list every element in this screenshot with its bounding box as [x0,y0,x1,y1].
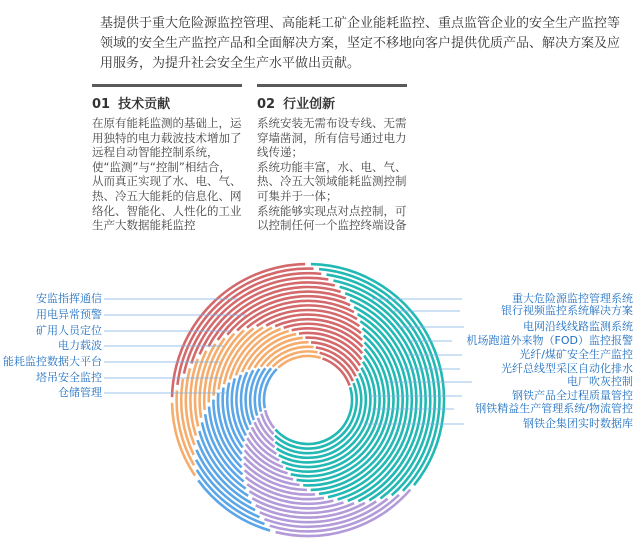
left-label: 安监指挥通信 [36,292,102,305]
right-label: 机场跑道外来物（FOD）监控报警 [466,334,633,347]
right-label: 电厂吹灰控制 [567,375,633,388]
right-label: 电网沿线线路监测系统 [523,320,633,333]
intro-paragraph: 基提供于重大危险源监控管理、高能耗工矿企业能耗监控、重点监管企业的安全生产监控等领域的安全生产监控产品和全面解决方案，坚定不移地向客户提供优质产品、解决方案及应用服务，为提升社会安全生产水平做出贡献。 [100,16,621,71]
card-title: 技术贡献 [118,97,171,112]
left-label: 电力载波 [58,339,102,352]
right-label: 重大危险源监控管理系统 [512,292,633,305]
ring-arc [258,418,274,441]
left-label: 仓储管理 [58,386,102,399]
right-label: 钢铁精益生产管理系统/物流管控 [475,402,633,415]
ring-arc [279,368,371,463]
left-label: 能耗监控数据大平台 [3,355,102,368]
card-paragraph: 系统能够实现点对点控制，可以控制任何一个监控终端设备 [257,203,407,233]
right-label: 光纤总线型采区自动化排水 [501,362,633,375]
card-number: 02 [257,97,276,112]
left-label: 塔吊安全监控 [36,371,102,384]
left-label: 用电异常预警 [36,308,102,321]
ring-arcs [172,264,444,536]
card-paragraph: 在原有能耗监测的基础上，运用独特的电力载波技术增加了远程自动智能控制系统，使“监测”与“控制”相结合，从而真正实现了水、电、气、热、冷五大能耗的信息化、网络化、智能化、人性化的工业生产大数据能耗监控 [92,116,242,233]
right-label: 钢铁企集团实时数据库 [523,417,633,430]
right-label: 钢铁产品全过程质量管控 [512,389,633,402]
right-label: 光纤/煤矿安全生产监控 [519,348,633,361]
right-label: 银行视频监控系统解决方案 [501,304,633,317]
card-number: 01 [92,97,111,112]
card-paragraph: 系统功能丰富，水、电、气、热、冷五大领域能耗监测控制可集并于一体； [257,159,407,203]
ring-arc [316,347,356,376]
left-label: 矿用人员定位 [36,324,102,337]
card-paragraph: 系统安装无需布设专线、无需穿墙凿洞，所有信号通过电力线传递； [257,116,407,160]
card-title: 行业创新 [283,97,336,112]
